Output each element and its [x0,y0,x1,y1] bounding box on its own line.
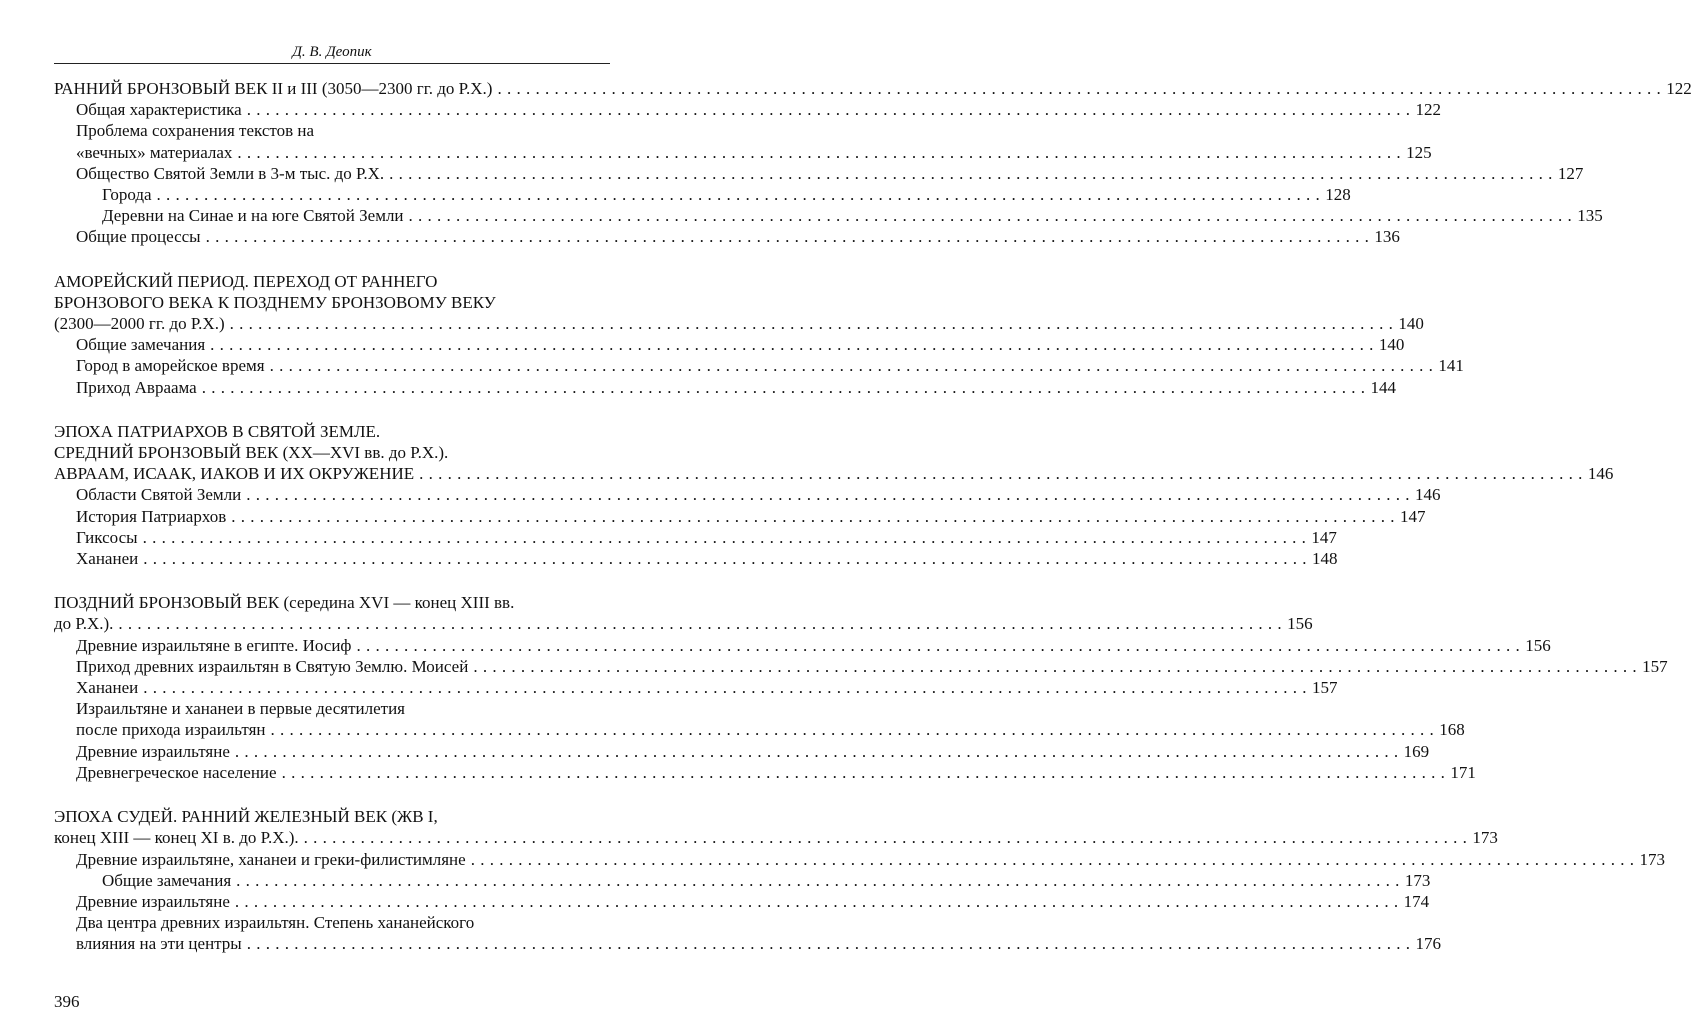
toc-entry [54,719,1465,740]
dot-leader [210,334,1374,355]
dot-leader [236,870,1400,891]
toc-entry-page: 146 [1415,485,1441,505]
dot-leader [419,463,1583,484]
toc-entry-page: 156 [1525,635,1551,655]
toc-entry-title: ЭПОХА ПАТРИАРХОВ В СВЯТОЙ ЗЕМЛЕ. [54,421,381,441]
toc-entry-title: Древние израильтяне, хананеи и греки-филистимляне [76,849,466,869]
dot-leader [246,484,1410,505]
toc-entry-title: ЭПОХА СУДЕЙ. РАННИЙ ЖЕЛЕЗНЫЙ ВЕК (ЖВ I, [54,807,438,827]
toc-entry [54,205,1603,226]
table-of-contents [54,78,1692,955]
toc-entry [54,142,1432,163]
toc-entry-title: Города [102,185,152,205]
toc-entry [54,827,1498,848]
toc-entry-title: Области Святой Земли [76,485,242,505]
toc-entry-title: Общие замечания [102,870,232,890]
dot-leader [270,355,1434,376]
dot-leader [143,677,1307,698]
toc-entry-title: до Р.Х.). [54,614,114,634]
toc-entry-title: ПОЗДНИЙ БРОНЗОВЫЙ ВЕК (середина XVI — конец XIII вв. [54,593,515,613]
toc-entry [54,271,610,292]
dot-leader [157,184,1321,205]
toc-entry-page: 122 [1666,79,1692,98]
toc-entry [54,849,1665,870]
toc-entry-title: Хананеи [76,678,139,698]
dot-leader [282,762,1446,783]
toc-entry-title: (2300—2000 гг. до Р.Х.) [54,314,225,334]
dot-leader [271,719,1435,740]
toc-entry-page: 144 [1370,377,1396,397]
toc-entry-title: конец XIII — конец XI в. до Р.Х.). [54,828,299,848]
toc-entry [54,484,1441,505]
toc-entry-page: 156 [1287,614,1313,634]
toc-entry [54,891,1430,912]
toc-entry [54,933,1441,954]
toc-entry-title: после прихода израильтян [76,720,266,740]
toc-entry [54,912,610,933]
toc-entry-title: СРЕДНИЙ БРОНЗОВЫЙ ВЕК (XX—XVI вв. до Р.Х.). [54,443,449,463]
toc-entry-page: 169 [1403,741,1430,761]
toc-entry-title: Общая характеристика [76,100,242,120]
toc-entry-page: 157 [1642,656,1668,676]
toc-entry-page: 128 [1325,185,1351,205]
toc-entry-title: Хананеи [76,549,139,569]
toc-entry-page: 173 [1404,870,1431,890]
toc-entry-title: «вечных» материалах [76,142,233,162]
toc-entry-page: 157 [1311,678,1338,698]
toc-entry [54,313,1424,334]
dot-leader [473,656,1637,677]
toc-entry-title: Приход Авраама [76,377,197,397]
toc-entry [54,698,610,719]
toc-entry [54,762,1476,783]
toc-entry-page: 122 [1415,100,1441,120]
toc-entry [54,506,1426,527]
toc-entry-title: Приход древних израильтян в Святую Землю. Моисей [76,656,469,676]
toc-entry-title: История Патриархов [76,506,227,526]
toc-entry [54,99,1441,120]
dot-leader [202,377,1366,398]
toc-entry-title: Древние израильтяне [76,891,230,911]
toc-entry-page: 140 [1378,335,1405,355]
dot-leader [247,933,1411,954]
toc-entry-title: Город в аморейское время [76,356,265,376]
toc-entry-page: 147 [1311,527,1337,547]
dot-leader [118,613,1282,634]
toc-entry-page: 174 [1403,891,1430,911]
toc-entry [54,741,1430,762]
toc-entry [54,334,1405,355]
dot-leader [497,78,1661,99]
toc-entry-page: 135 [1577,206,1603,226]
dot-leader [237,142,1401,163]
toc-entry-page: 148 [1311,549,1338,569]
toc-entry-page: 168 [1439,720,1465,740]
toc-entry [54,806,610,827]
dot-leader [389,163,1553,184]
toc-entry-page: 171 [1450,762,1476,782]
toc-entry [54,377,1396,398]
dot-leader [235,891,1399,912]
toc-entry [54,292,610,313]
dot-leader [409,205,1573,226]
toc-entry [54,184,1351,205]
running-header: Д. В. Деопик [292,44,372,60]
toc-entry-title: Проблема сохранения текстов на [76,121,315,141]
toc-entry [54,463,1614,484]
toc-entry-page: 176 [1415,934,1441,954]
toc-entry [54,163,1584,184]
toc-entry-title: Гиксосы [76,527,138,547]
toc-entry-page: 146 [1587,464,1614,484]
toc-entry-title: Деревни на Синае и на юге Святой Земли [102,206,404,226]
toc-entry [54,120,610,141]
toc-entry-page: 127 [1557,163,1584,183]
toc-entry-title: БРОНЗОВОГО ВЕКА К ПОЗДНЕМУ БРОНЗОВОМУ ВЕКУ [54,292,496,312]
toc-entry-page: 136 [1374,227,1400,247]
toc-entry [54,355,1464,376]
page-number: 396 [54,992,80,1011]
toc-entry [54,421,610,442]
toc-entry [54,527,1337,548]
toc-entry-page: 125 [1406,142,1432,162]
toc-entry [54,635,1551,656]
toc-entry [54,677,1338,698]
dot-leader [231,506,1395,527]
toc-entry-title: Два центра древних израильтян. Степень хананейского [76,913,475,933]
toc-entry-title: Общество Святой Земли в 3-м тыс. до Р.Х. [76,163,385,183]
toc-entry-title: влияния на эти центры [76,934,242,954]
toc-entry-title: Древнегреческое население [76,762,277,782]
toc-entry-title: АМОРЕЙСКИЙ ПЕРИОД. ПЕРЕХОД ОТ РАННЕГО [54,271,438,291]
toc-entry-page: 140 [1398,314,1424,334]
toc-entry-title: Общие процессы [76,227,201,247]
toc-entry [54,548,1338,569]
dot-leader [247,99,1411,120]
toc-entry [54,442,610,463]
dot-leader [206,226,1370,247]
toc-entry-page: 173 [1639,849,1665,869]
toc-entry [54,613,1313,634]
dot-leader [235,741,1399,762]
dot-leader [230,313,1394,334]
toc-entry-title: РАННИЙ БРОНЗОВЫЙ ВЕК II и III (3050—2300 гг. до Р.Х.) [54,79,493,98]
toc-entry [54,870,1431,891]
dot-leader [356,635,1520,656]
toc-entry [54,656,1668,677]
dot-leader [304,827,1468,848]
toc-entry-page: 141 [1438,356,1464,376]
dot-leader [471,849,1635,870]
toc-entry [54,592,610,613]
dot-leader [143,527,1307,548]
toc-entry-title: АВРААМ, ИСААК, ИАКОВ И ИХ ОКРУЖЕНИЕ [54,464,415,484]
toc-entry-page: 173 [1472,828,1498,848]
toc-entry-page: 147 [1400,506,1426,526]
toc-entry [54,78,1692,99]
toc-entry-title: Общие замечания [76,335,206,355]
toc-entry-title: Древние израильтяне [76,741,230,761]
dot-leader [143,548,1307,569]
toc-entry [54,226,1400,247]
header-rule [54,63,610,64]
toc-entry-title: Израильтяне и хананеи в первые десятилетия [76,699,405,719]
toc-entry-title: Древние израильтяне в египте. Иосиф [76,635,352,655]
